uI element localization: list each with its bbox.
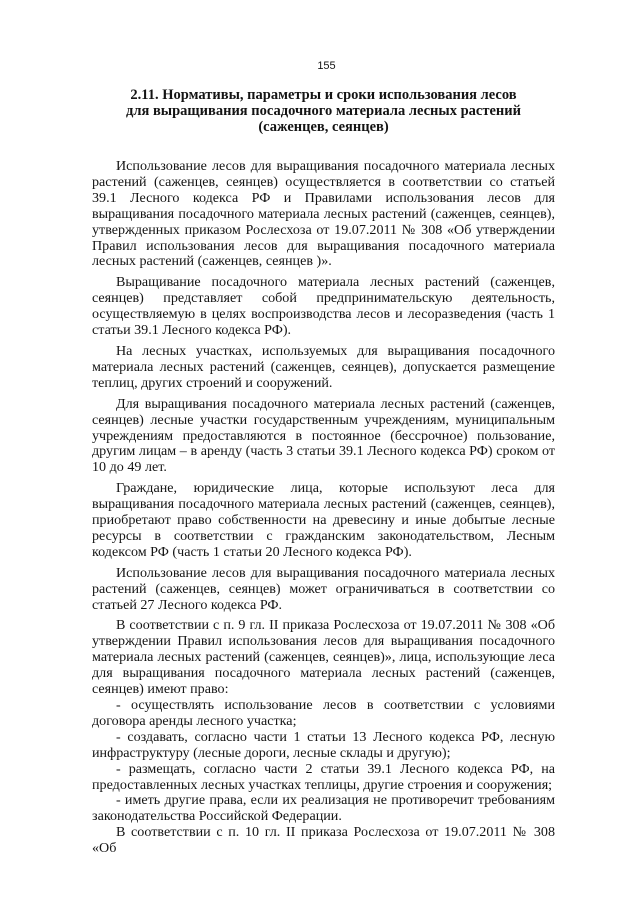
paragraph-intro: Использование лесов для выращивания посадочного материала лесных растений (саженцев, сеянцев) осуществляется в соответствии со статьей 39.1 Лесного кодекса РФ и Правилами использования лесов для выращивания посадочного материала лесных растений (саженцев, сеянцев), утвержденных приказом Рослесхоза от 19.07.2011 № 308 «Об утверждении Правил использования лесов для выращивания посадочного материала лесных растений (саженцев, сеянцев )». [92,158,555,270]
section-title-line-3: (саженцев, сеянцев) [258,119,389,135]
paragraph-definition: Выращивание посадочного материала лесных растений (саженцев, сеянцев) представляет собой предпринимательскую деятельность, осуществляемую в целях воспроизводства лесов и лесоразведения (часть 1 статьи 39.1 Лесного кодекса РФ). [92,274,555,339]
page-number: 155 [317,60,336,72]
paragraph-continued: В соответствии с п. 10 гл. II приказа Рослесхоза от 19.07.2011 № 308 «Об [92,824,555,857]
section-title-line-1: 2.11. Нормативы, параметры и сроки использования лесов [130,87,517,103]
paragraph-rights-intro: В соответствии с п. 9 гл. II приказа Рослесхоза от 19.07.2011 № 308 «Об утверждении Правил использования лесов для выращивания посадочного материала лесных растений (саженцев, сеянцев)», лица, использующие леса для выращивания посадочного материала лесных растений (саженцев, сеянцев) имеют право: [92,617,555,698]
list-item-right-2: - создавать, согласно части 1 статьи 13 Лесного кодекса РФ, лесную инфраструктуру (лесные дороги, лесные склады и другую); [92,728,555,761]
paragraph-restrictions: Использование лесов для выращивания посадочного материала лесных растений (саженцев, сеянцев) может ограничиваться в соответствии со статьей 27 Лесного кодекса РФ. [92,564,555,613]
section-title-line-2: для выращивания посадочного материала лесных растений [126,103,521,119]
document-body [92,159,555,857]
section-title [92,87,555,135]
list-item-right-4: - иметь другие права, если их реализация не противоречит требованиям законодательства Российской Федерации. [92,792,555,825]
paragraph-structures: На лесных участках, используемых для выращивания посадочного материала лесных растений (саженцев, сеянцев), допускается размещение теплиц, других строений и сооружений. [92,342,555,391]
list-item-right-1: - осуществлять использование лесов в соответствии с условиями договора аренды лесного участка; [92,697,555,729]
paragraph-ownership: Граждане, юридические лица, которые используют леса для выращивания посадочного материала лесных растений (саженцев, сеянцев), приобретают право собственности на древесину и иные добытые лесные ресурсы в соответствии с гражданским законодательством, Лесным кодексом РФ (часть 1 статьи 20 Лесного кодекса РФ). [92,480,555,560]
list-item-right-3: - размещать, согласно части 2 статьи 39.1 Лесного кодекса РФ, на предоставленных лесных участках теплицы, другие строения и сооружения; [92,760,555,793]
paragraph-lease-terms: Для выращивания посадочного материала лесных растений (саженцев, сеянцев) лесные участки государственным учреждениям, муниципальным учреждениям предоставляются в постоянное (бессрочное) пользование, другим лицам – в аренду (часть 3 статьи 39.1 Лесного кодекса РФ) сроком от 10 до 49 лет. [92,395,555,476]
